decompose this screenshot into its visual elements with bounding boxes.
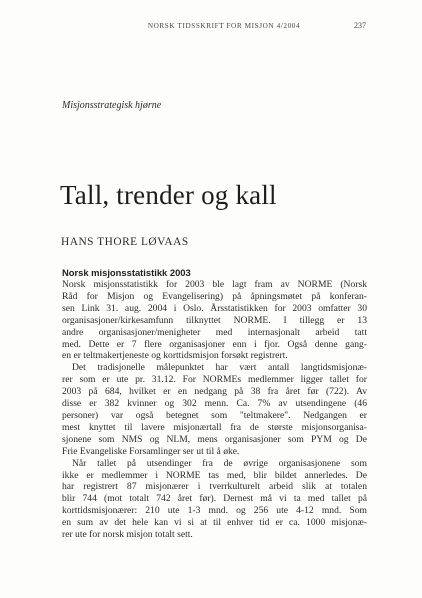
- subheading: Norsk misjonsstatistikk 2003: [62, 267, 191, 278]
- text-line: sen Link 31. aug. 2004 i Oslo. Årsstatistikken for 2003 omfatter 30: [62, 302, 367, 314]
- text-line: rer ute for norsk misjon totalt sett.: [62, 529, 193, 541]
- article-body: [62, 266, 367, 541]
- text-line: Det tradisjonelle målepunktet har vært antall langtidsmisjonæ-: [72, 362, 367, 374]
- author-name: HANS THORE LØVAAS: [61, 236, 189, 248]
- text-line: med. Dette er 7 flere organisasjoner enn i fjor. Også denne gang-: [62, 338, 367, 350]
- text-line: Norsk misjonsstatistikk for 2003 ble lagt fram av NORME (Norsk: [62, 279, 367, 290]
- text-line: Frie Evangeliske Forsamlinger ser ut til å øke.: [62, 445, 240, 457]
- section-label: Misjonsstrategisk hjørne: [62, 100, 162, 111]
- article-title: Tall, trender og kall: [60, 180, 277, 210]
- text-line: korttidsmisjonærer: 210 ute 1-3 mnd. og 256 ute 4-12 mnd. Som: [62, 505, 367, 517]
- text-line: mest knyttet til lavere misjonærtall fra de største misjonsorganisa-: [62, 421, 367, 433]
- text-line: organisasjoner/kirkesamfunn tilknyttet NORME. I tillegg er 13: [62, 314, 367, 326]
- journal-title: NORSK TIDSSKRIFT FOR MISJON 4/2004: [147, 22, 301, 30]
- text-line: sjonene som NMS og NLM, mens organisasjoner som PYM og De: [62, 433, 367, 445]
- text-line: en er teltmakertjeneste og korttidsmisjon forsøkt registrert.: [62, 350, 288, 362]
- text-line: har registrert 87 misjonærer i tverrkulturelt arbeid slik at totalen: [62, 481, 367, 493]
- text-line: en sum av det hele kan vi si at til enhver tid er ca. 1000 misjonæ-: [62, 517, 367, 529]
- text-line: 2003 på 684, hvilket er en nedgang på 38 fra året før (722). Av: [62, 386, 367, 398]
- page-number: 237: [354, 21, 366, 30]
- paragraph: [62, 279, 367, 362]
- paragraph: [62, 362, 367, 457]
- text-line: rer som er ute pr. 31.12. For NORMEs medlemmer ligger tallet for: [62, 374, 367, 386]
- running-head: [0, 22, 422, 36]
- text-line: Råd for Misjon og Evangelisering) på åpningsmøtet på konferan-: [62, 290, 367, 302]
- text-line: personer) var også betegnet som "teltmakere". Nedgangen er: [62, 409, 367, 421]
- text-line: andre organisasjoner/menigheter med internasjonalt arbeid tatt: [62, 326, 367, 338]
- text-line: blir 744 (mot totalt 742 året før). Dernest må vi ta med tallet på: [62, 493, 367, 505]
- text-line: Når tallet på utsendinger fra de øvrige organisasjonene som: [72, 457, 367, 469]
- paragraph: [62, 458, 367, 541]
- text-line: disse er 382 kvinner og 302 menn. Ca. 7% av utsendingene (46: [62, 398, 367, 410]
- text-line: ikke er medlemmer i NORME tas med, blir bildet annerledes. De: [62, 469, 367, 481]
